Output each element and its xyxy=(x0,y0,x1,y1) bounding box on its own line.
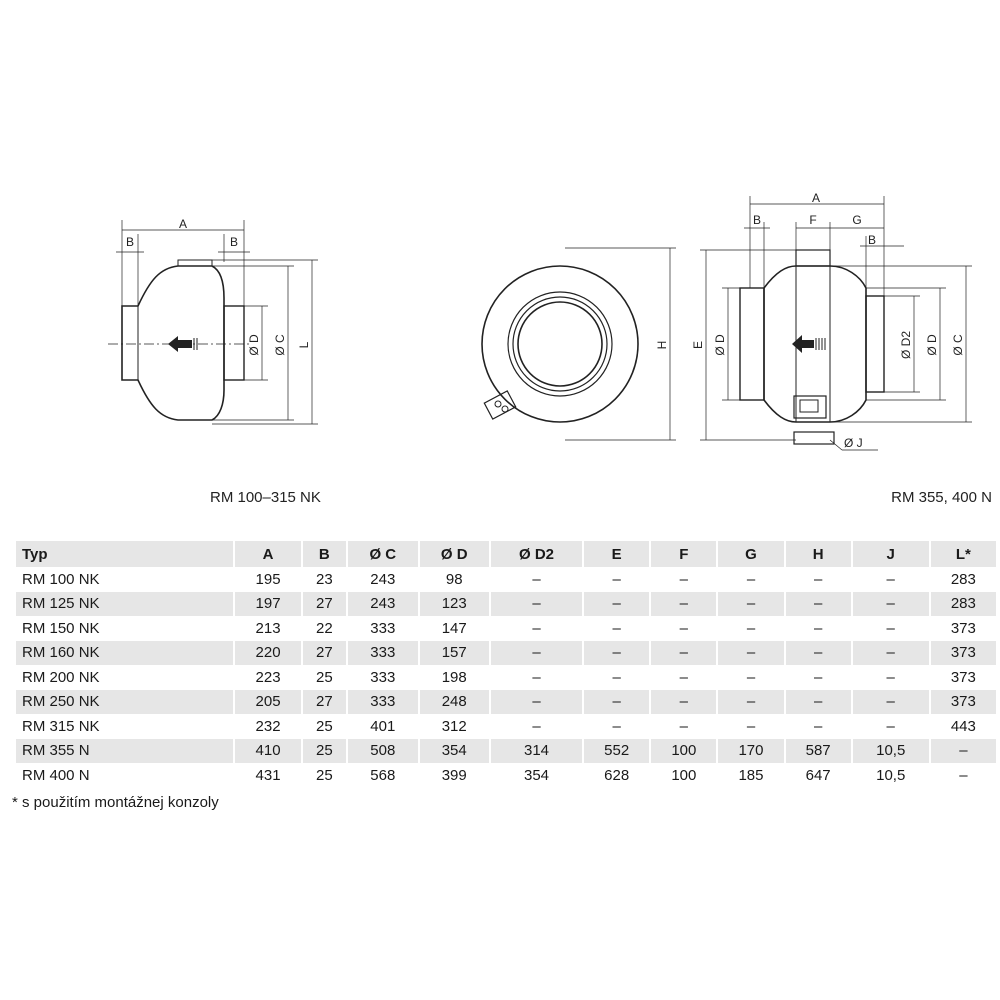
value-cell: 399 xyxy=(441,766,467,784)
value-cell: 25 xyxy=(303,739,346,764)
value-cell: 185 xyxy=(738,766,764,784)
value-cell: 283 xyxy=(950,570,976,588)
value-cell: – xyxy=(532,619,541,637)
value-cell: 312 xyxy=(441,717,467,735)
value-cell: – xyxy=(886,619,895,637)
dim-label-c-left: Ø C xyxy=(273,334,287,356)
value-cell: 25 xyxy=(316,668,333,686)
value-cell: 100 xyxy=(671,766,697,784)
dimensions-table xyxy=(14,541,998,788)
value-cell: 22 xyxy=(316,619,333,637)
value-cell: – xyxy=(746,619,756,637)
value-cell: 314 xyxy=(491,739,582,764)
dim-label-b-right-left: B xyxy=(752,213,762,227)
dim-label-c-right: Ø C xyxy=(951,334,965,356)
value-cell: – xyxy=(718,592,783,617)
value-cell: 373 xyxy=(950,619,976,637)
model-name-cell: RM 125 NK xyxy=(16,592,233,617)
column-header: H xyxy=(786,541,851,567)
value-cell: 333 xyxy=(370,668,396,686)
value-cell: – xyxy=(746,717,756,735)
column-header: J xyxy=(853,541,929,567)
caption-small-models: RM 100–315 NK xyxy=(210,489,321,506)
value-cell: 232 xyxy=(255,717,281,735)
value-cell: 198 xyxy=(441,668,467,686)
table-row xyxy=(16,739,996,764)
value-cell: – xyxy=(679,570,688,588)
dim-label-a-right: A xyxy=(811,191,821,205)
value-cell: 587 xyxy=(786,739,851,764)
dim-label-l-left: L xyxy=(297,341,311,349)
fan-side-view-small xyxy=(108,220,318,424)
value-cell: 10,5 xyxy=(853,739,929,764)
value-cell: – xyxy=(651,690,716,715)
dim-label-b-right: B xyxy=(229,235,239,249)
value-cell: 23 xyxy=(316,570,333,588)
column-header: Typ xyxy=(16,541,233,567)
model-name-cell: RM 315 NK xyxy=(22,717,100,735)
column-header: B xyxy=(303,541,346,567)
model-name-cell: RM 150 NK xyxy=(22,619,100,637)
value-cell: 27 xyxy=(303,641,346,666)
column-header: Ø D2 xyxy=(491,541,582,567)
value-cell: – xyxy=(786,592,851,617)
table-row xyxy=(16,714,996,739)
value-cell: 243 xyxy=(348,592,417,617)
value-cell: 197 xyxy=(235,592,300,617)
value-cell: 443 xyxy=(950,717,976,735)
value-cell: – xyxy=(813,668,823,686)
value-cell: – xyxy=(813,619,823,637)
dim-label-g: G xyxy=(852,213,862,227)
value-cell: – xyxy=(679,717,688,735)
value-cell: 147 xyxy=(441,619,467,637)
fan-side-view-large xyxy=(700,196,972,450)
value-cell: – xyxy=(651,641,716,666)
value-cell: 354 xyxy=(420,739,489,764)
value-cell: – xyxy=(886,668,895,686)
value-cell: 431 xyxy=(255,766,281,784)
dim-label-f: F xyxy=(809,213,817,227)
value-cell: – xyxy=(813,570,823,588)
model-name-cell: RM 250 NK xyxy=(16,690,233,715)
value-cell: 647 xyxy=(805,766,831,784)
value-cell: – xyxy=(786,690,851,715)
value-cell: 220 xyxy=(235,641,300,666)
value-cell: 373 xyxy=(931,641,996,666)
model-name-cell: RM 355 N xyxy=(16,739,233,764)
value-cell: – xyxy=(886,717,895,735)
value-cell: 170 xyxy=(718,739,783,764)
dim-label-d2: Ø D2 xyxy=(899,330,913,360)
table-row xyxy=(16,690,996,715)
value-cell: 100 xyxy=(651,739,716,764)
value-cell: 213 xyxy=(255,619,281,637)
value-cell: – xyxy=(532,717,541,735)
value-cell: 27 xyxy=(303,592,346,617)
column-header: G xyxy=(718,541,783,567)
column-header: Ø D xyxy=(420,541,489,567)
value-cell: 333 xyxy=(348,641,417,666)
value-cell: 195 xyxy=(255,570,281,588)
dim-label-a-left: A xyxy=(178,217,188,231)
value-cell: – xyxy=(853,641,929,666)
value-cell: – xyxy=(679,619,688,637)
value-cell: 98 xyxy=(445,570,463,588)
column-header: Ø C xyxy=(348,541,417,567)
table-row xyxy=(16,567,996,592)
column-header: E xyxy=(584,541,649,567)
value-cell: 333 xyxy=(348,690,417,715)
value-cell: – xyxy=(612,570,621,588)
value-cell: 248 xyxy=(420,690,489,715)
value-cell: – xyxy=(813,717,823,735)
value-cell: 123 xyxy=(420,592,489,617)
value-cell: 373 xyxy=(950,668,976,686)
dim-label-j: Ø J xyxy=(844,436,863,450)
value-cell: – xyxy=(786,641,851,666)
value-cell: 552 xyxy=(584,739,649,764)
value-cell: – xyxy=(853,690,929,715)
model-name-cell: RM 200 NK xyxy=(22,668,100,686)
table-row xyxy=(16,665,996,690)
table-row xyxy=(16,592,996,617)
value-cell: – xyxy=(746,570,756,588)
value-cell: – xyxy=(612,717,621,735)
value-cell: – xyxy=(679,668,688,686)
fan-front-view xyxy=(482,248,676,440)
value-cell: 401 xyxy=(370,717,396,735)
value-cell: – xyxy=(612,619,621,637)
dim-label-b-left: B xyxy=(125,235,135,249)
table-row xyxy=(16,641,996,666)
table-row xyxy=(16,763,996,788)
value-cell: – xyxy=(491,690,582,715)
value-cell: – xyxy=(746,668,756,686)
value-cell: – xyxy=(931,739,996,764)
value-cell: 568 xyxy=(370,766,396,784)
value-cell: – xyxy=(491,592,582,617)
value-cell: – xyxy=(532,668,541,686)
value-cell: – xyxy=(651,592,716,617)
value-cell: 508 xyxy=(348,739,417,764)
value-cell: – xyxy=(584,641,649,666)
value-cell: 10,5 xyxy=(876,766,906,784)
value-cell: – xyxy=(718,641,783,666)
value-cell: – xyxy=(491,641,582,666)
value-cell: – xyxy=(959,766,968,784)
value-cell: – xyxy=(853,592,929,617)
value-cell: 205 xyxy=(235,690,300,715)
value-cell: – xyxy=(532,570,541,588)
value-cell: 354 xyxy=(524,766,550,784)
column-header: A xyxy=(235,541,300,567)
model-name-cell: RM 100 NK xyxy=(22,570,100,588)
caption-large-models: RM 355, 400 N xyxy=(891,489,992,506)
dim-label-d-right: Ø D xyxy=(925,334,939,356)
model-name-cell: RM 400 N xyxy=(22,766,90,784)
value-cell: 333 xyxy=(370,619,396,637)
column-header: L* xyxy=(931,541,996,567)
value-cell: – xyxy=(718,690,783,715)
value-cell: 25 xyxy=(316,717,333,735)
value-cell: 27 xyxy=(303,690,346,715)
table-row xyxy=(16,616,996,641)
value-cell: 283 xyxy=(931,592,996,617)
dim-label-d-left: Ø D xyxy=(247,334,261,356)
value-cell: 410 xyxy=(235,739,300,764)
value-cell: – xyxy=(612,668,621,686)
dim-label-h: H xyxy=(655,340,669,350)
value-cell: 628 xyxy=(604,766,630,784)
dim-label-e: E xyxy=(691,340,705,350)
value-cell: – xyxy=(584,592,649,617)
value-cell: 373 xyxy=(931,690,996,715)
dim-label-d-right-left: Ø D xyxy=(713,334,727,356)
footnote: * s použitím montážnej konzoly xyxy=(12,794,219,811)
column-header: F xyxy=(651,541,716,567)
value-cell: 243 xyxy=(370,570,396,588)
value-cell: – xyxy=(886,570,895,588)
value-cell: 157 xyxy=(420,641,489,666)
value-cell: – xyxy=(584,690,649,715)
value-cell: 25 xyxy=(316,766,333,784)
dim-label-b-right-right: B xyxy=(867,233,877,247)
table-header-row xyxy=(16,541,996,567)
model-name-cell: RM 160 NK xyxy=(16,641,233,666)
value-cell: 223 xyxy=(255,668,281,686)
